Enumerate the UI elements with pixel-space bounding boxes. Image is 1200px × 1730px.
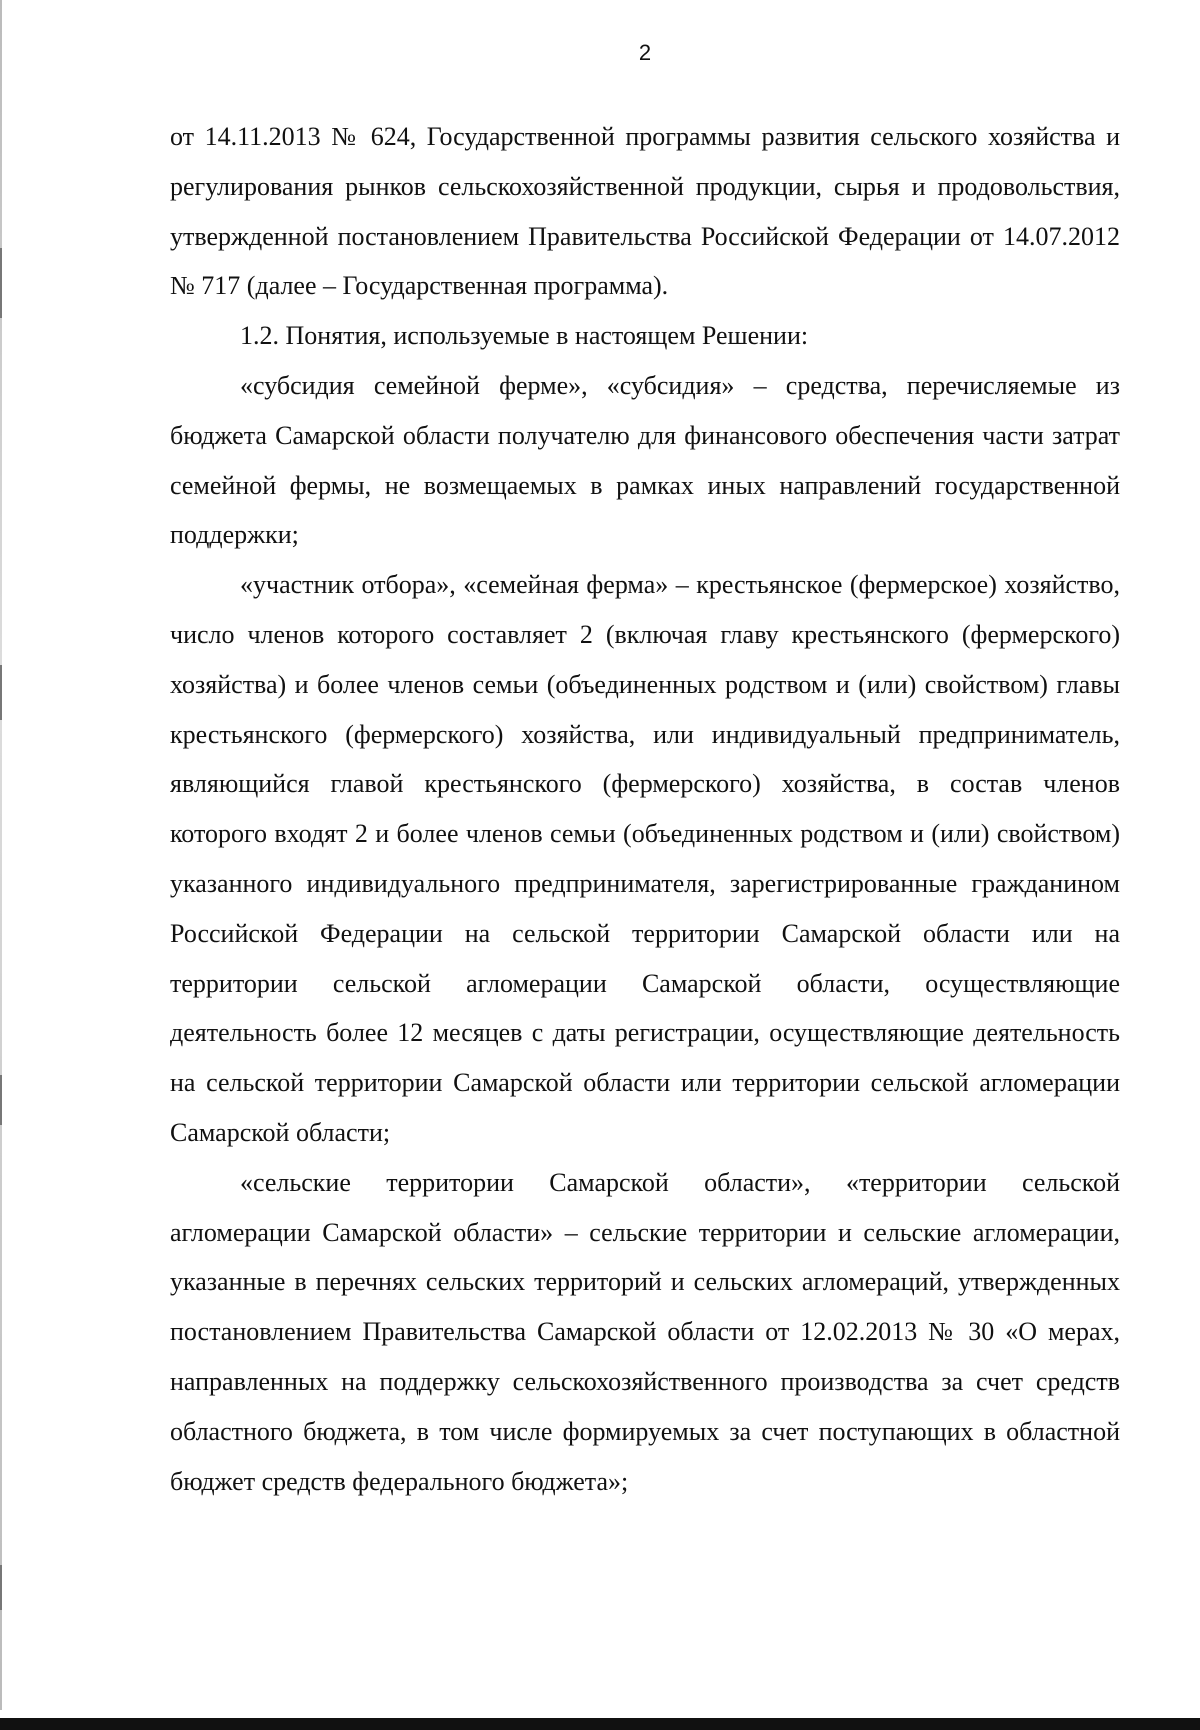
- scan-mark: [0, 1565, 2, 1610]
- scan-mark: [0, 665, 2, 720]
- scan-mark: [0, 1075, 2, 1125]
- scan-bottom-edge: [0, 1718, 1200, 1730]
- document-body: [170, 112, 1120, 1506]
- paragraph-definition-subsidy: «субсидия семейной ферме», «субсидия» – средства, перечисляемые из бюджета Самарской области получателю для финансового обеспечения части затрат семейной фермы, не возмещаемых в рамках иных направлений государственной поддержки;: [170, 370, 1120, 550]
- page-number: 2: [638, 40, 652, 65]
- paragraph-continuation: от 14.11.2013 № 624, Государственной программы развития сельского хозяйства и регулирования рынков сельскохозяйственной продукции, сырья и продовольствия, утвержденной постановлением Правительства Российской Федерации от 14.07.2012 № 717 (далее – Государственная программа).: [170, 122, 1120, 301]
- paragraph-section-heading: 1.2. Понятия, используемые в настоящем Решении:: [240, 321, 809, 351]
- paragraph-definition-family-farm: «участник отбора», «семейная ферма» – крестьянское (фермерское) хозяйство, число членов которого составляет 2 (включая главу крестьянского (фермерского) хозяйства) и более членов семьи (объединенных родством и (или) свойством) главы крестьянского (фермерского) хозяйства, или индивидуальный предприниматель, являющийся главой крестьянского (фермерского) хозяйства, в состав членов которого входят 2 и более членов семьи (объединенных родством и (или) свойством) указанного индивидуального предпринимателя, зарегистрированные гражданином Российской Федерации на сельской территории Самарской области или на территории сельской агломерации Самарской области, осуществляющие деятельность более 12 месяцев с даты регистрации, осуществляющие деятельность на сельской территории Самарской области или территории сельской агломерации Самарской области;: [170, 570, 1120, 1147]
- paragraph-definition-rural-territories: «сельские территории Самарской области», «территории сельской агломерации Самарской области» – сельские территории и сельские агломерации, указанные в перечнях сельских территорий и сельских агломераций, утвержденных постановлением Правительства Самарской области от 12.02.2013 № 30 «О мерах, направленных на поддержку сельскохозяйственного производства за счет средств областного бюджета, в том числе формируемых за счет поступающих в областной бюджет средств федерального бюджета»;: [170, 1167, 1120, 1496]
- scan-mark: [0, 248, 2, 318]
